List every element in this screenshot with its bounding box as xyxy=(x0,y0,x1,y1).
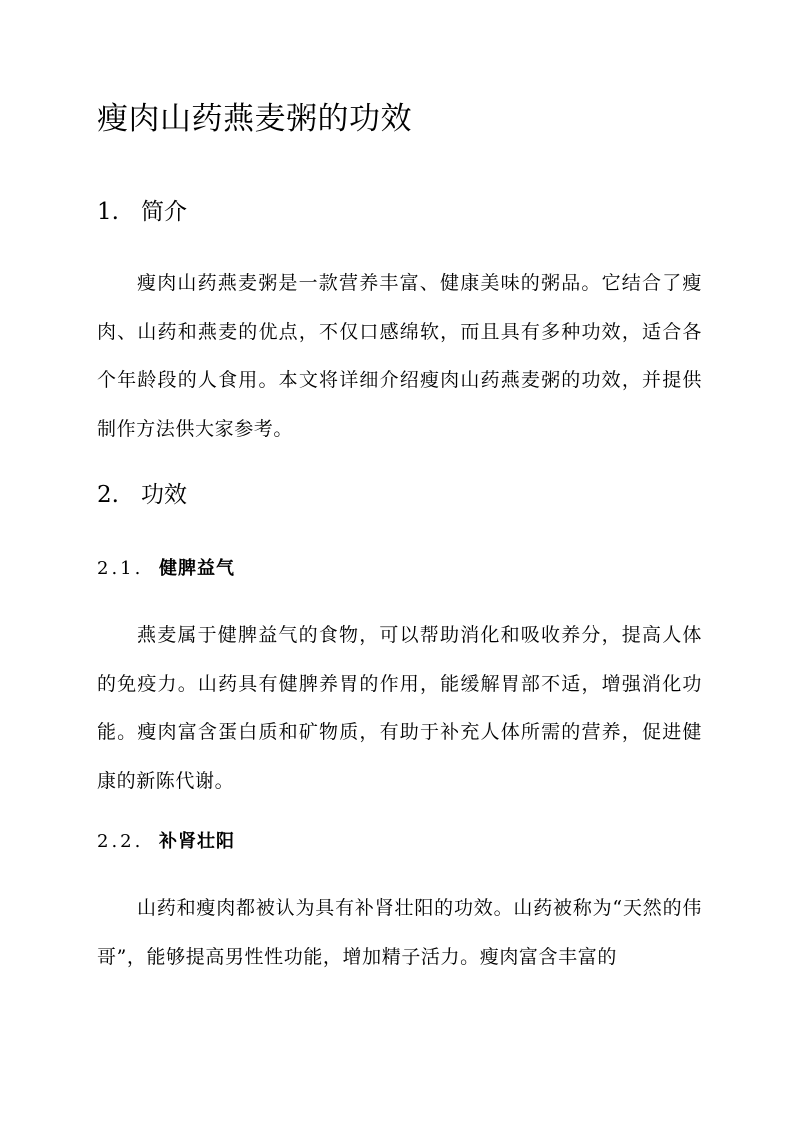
section-title: 简介 xyxy=(141,199,187,225)
subsection-number: 2.1. xyxy=(97,558,144,579)
section-title: 功效 xyxy=(141,482,187,508)
subsection-number: 2.2. xyxy=(97,831,144,852)
subsection-title: 补肾壮阳 xyxy=(159,831,235,852)
subsection-title: 健脾益气 xyxy=(159,558,235,579)
kidney-paragraph: 山药和瘦肉都被认为具有补肾壮阳的功效。山药被称为“天然的伟哥”，能够提高男性性功能，增加精子活力。瘦肉富含丰富的 xyxy=(97,897,702,968)
section-heading-intro xyxy=(97,196,187,228)
section-number: 2. xyxy=(97,482,119,508)
subsection-heading-kidney xyxy=(97,829,235,855)
section-number: 1. xyxy=(97,199,119,225)
spleen-paragraph: 燕麦属于健脾益气的食物，可以帮助消化和吸收养分，提高人体的免疫力。山药具有健脾养胃的作用，能缓解胃部不适，增强消化功能。瘦肉富含蛋白质和矿物质，有助于补充人体所需的营养，促进健康的新陈代谢。 xyxy=(97,624,702,792)
subsection-heading-spleen xyxy=(97,556,235,582)
intro-paragraph: 瘦肉山药燕麦粥是一款营养丰富、健康美味的粥品。它结合了瘦肉、山药和燕麦的优点，不仅口感绵软，而且具有多种功效，适合各个年龄段的人食用。本文将详细介绍瘦肉山药燕麦粥的功效，并提供制作方法供大家参考。 xyxy=(97,272,702,440)
section-heading-effects xyxy=(97,479,187,511)
document-title: 瘦肉山药燕麦粥的功效 xyxy=(97,101,412,137)
